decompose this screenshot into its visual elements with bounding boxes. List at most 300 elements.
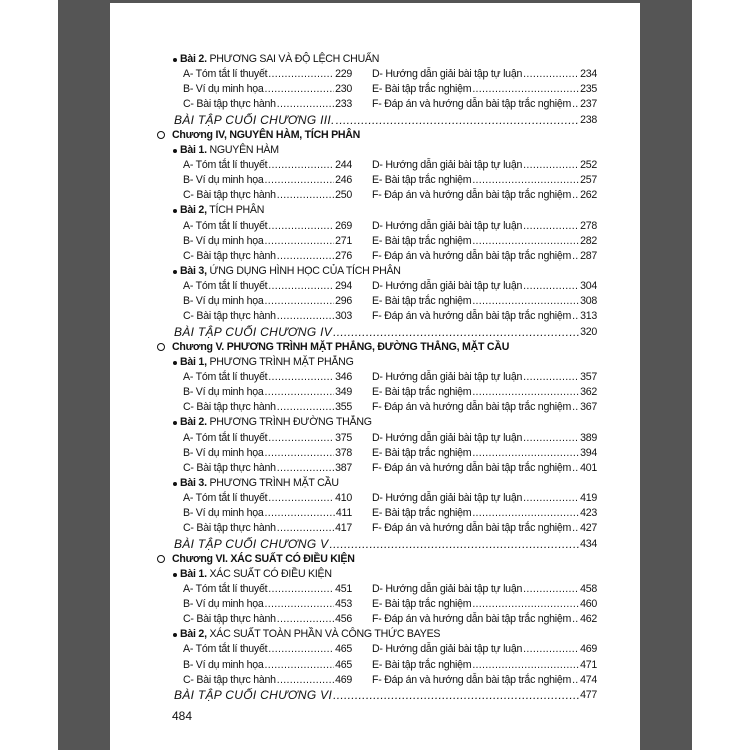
dot-leader xyxy=(572,309,579,324)
toc-entry xyxy=(183,491,352,506)
toc-entry xyxy=(372,158,597,173)
dot-leader xyxy=(268,582,334,597)
dot-leader xyxy=(333,688,579,703)
lesson-heading xyxy=(110,143,640,158)
lesson-title: XÁC SUẤT TOÀN PHẦN VÀ CÔNG THỨC BAYES xyxy=(209,628,441,641)
toc-row xyxy=(110,461,640,476)
toc-row xyxy=(110,506,640,521)
page-number: 484 xyxy=(172,709,193,723)
toc-entry xyxy=(372,400,597,415)
dot-leader xyxy=(265,658,335,673)
dot-leader xyxy=(265,446,335,461)
entry-label: BÀI TẬP CUỐI CHƯƠNG IV xyxy=(174,324,333,339)
toc-entry xyxy=(183,400,352,415)
chapter-exercises-row xyxy=(110,537,640,552)
dot-leader xyxy=(277,400,334,415)
entry-page: 276 xyxy=(335,249,352,262)
entry-label: B- Ví dụ minh họa xyxy=(183,658,264,671)
toc-entry xyxy=(174,113,597,128)
entry-label: B- Ví dụ minh họa xyxy=(183,83,264,96)
toc-row xyxy=(110,642,640,657)
lesson-title: XÁC SUẤT CÓ ĐIỀU KIỆN xyxy=(209,567,332,580)
entry-label: D- Hướng dẫn giải bài tập tự luận xyxy=(372,582,523,595)
lesson-heading xyxy=(110,203,640,218)
entry-label: F- Đáp án và hướng dẫn bài tập trắc nghiệm xyxy=(372,98,572,111)
dot-leader xyxy=(472,446,579,461)
entry-label: E- Bài tập trắc nghiệm xyxy=(372,446,472,459)
bullet-icon xyxy=(173,421,177,425)
toc-entry xyxy=(372,188,597,203)
lesson-prefix: Bài 3. xyxy=(180,476,207,489)
book-page xyxy=(110,3,640,750)
toc-entry xyxy=(372,658,597,673)
entry-page: 434 xyxy=(580,537,597,550)
dot-leader xyxy=(277,461,334,476)
entry-label: F- Đáp án và hướng dẫn bài tập trắc nghiệm xyxy=(372,189,572,202)
entry-page: 423 xyxy=(580,507,597,520)
entry-page: 238 xyxy=(580,113,597,126)
entry-label: BÀI TẬP CUỐI CHƯƠNG VI xyxy=(174,687,333,702)
toc-entry xyxy=(372,219,597,234)
toc-entry xyxy=(372,294,597,309)
entry-label: E- Bài tập trắc nghiệm xyxy=(372,386,472,399)
bullet-icon xyxy=(173,209,177,213)
chapter-exercises-row xyxy=(110,688,640,703)
chapter-heading xyxy=(110,340,640,355)
lesson-heading xyxy=(110,264,640,279)
dot-leader xyxy=(265,385,335,400)
toc-row xyxy=(110,521,640,536)
dot-leader xyxy=(472,597,579,612)
entry-label: F- Đáp án và hướng dẫn bài tập trắc nghiệm xyxy=(372,522,572,535)
dot-leader xyxy=(572,521,579,536)
dot-leader xyxy=(277,612,334,627)
entry-page: 411 xyxy=(335,507,352,520)
toc-row xyxy=(110,658,640,673)
entry-label: D- Hướng dẫn giải bài tập tự luận xyxy=(372,492,523,505)
entry-page: 362 xyxy=(580,386,597,399)
dot-leader xyxy=(277,97,334,112)
chapter-title: Chương IV, NGUYÊN HÀM, TÍCH PHÂN xyxy=(172,128,361,141)
entry-label: A- Tóm tắt lí thuyết xyxy=(183,492,268,505)
lesson-prefix: Bài 1. xyxy=(180,567,207,580)
toc-entry xyxy=(183,385,352,400)
toc-row xyxy=(110,582,640,597)
entry-page: 469 xyxy=(580,643,597,656)
entry-label: F- Đáp án và hướng dẫn bài tập trắc nghiệm xyxy=(372,249,572,262)
bullet-icon xyxy=(173,482,177,486)
toc-row xyxy=(110,491,640,506)
dot-leader xyxy=(265,597,335,612)
entry-page: 357 xyxy=(580,370,597,383)
toc-row xyxy=(110,82,640,97)
entry-page: 462 xyxy=(580,613,597,626)
bullet-icon xyxy=(173,270,177,274)
entry-label: C- Bài tập thực hành xyxy=(183,249,276,262)
dot-leader xyxy=(523,491,579,506)
dot-leader xyxy=(268,370,334,385)
entry-page: 257 xyxy=(580,174,597,187)
toc-row xyxy=(110,97,640,112)
lesson-prefix: Bài 1, xyxy=(180,355,207,368)
entry-page: 246 xyxy=(335,174,352,187)
lesson-heading xyxy=(110,52,640,67)
dot-leader xyxy=(523,67,579,82)
toc-row xyxy=(110,67,640,82)
entry-page: 235 xyxy=(580,83,597,96)
dot-leader xyxy=(523,279,579,294)
entry-page: 367 xyxy=(580,401,597,414)
toc-entry xyxy=(372,309,597,324)
dot-leader xyxy=(572,461,579,476)
entry-label: E- Bài tập trắc nghiệm xyxy=(372,507,472,520)
entry-page: 417 xyxy=(335,522,352,535)
entry-page: 427 xyxy=(580,522,597,535)
entry-page: 346 xyxy=(335,370,352,383)
entry-label: C- Bài tập thực hành xyxy=(183,461,276,474)
entry-label: D- Hướng dẫn giải bài tập tự luận xyxy=(372,643,523,656)
lesson-heading xyxy=(110,415,640,430)
toc-entry xyxy=(372,612,597,627)
bullet-icon xyxy=(173,573,177,577)
toc-entry xyxy=(372,461,597,476)
entry-label: D- Hướng dẫn giải bài tập tự luận xyxy=(372,68,523,81)
toc-entry xyxy=(183,461,352,476)
toc-entry xyxy=(372,173,597,188)
dot-leader xyxy=(523,370,579,385)
entry-page: 451 xyxy=(335,582,352,595)
entry-page: 303 xyxy=(335,310,352,323)
entry-label: B- Ví dụ minh họa xyxy=(183,295,264,308)
entry-page: 469 xyxy=(335,673,352,686)
bullet-icon xyxy=(173,633,177,637)
dot-leader xyxy=(277,673,334,688)
lesson-prefix: Bài 2. xyxy=(180,416,207,429)
dot-leader xyxy=(277,249,334,264)
toc-entry xyxy=(183,188,352,203)
toc-entry xyxy=(372,67,597,82)
toc-entry xyxy=(183,82,352,97)
dot-leader xyxy=(268,158,334,173)
dot-leader xyxy=(523,582,579,597)
dot-leader xyxy=(472,173,579,188)
dot-leader xyxy=(265,173,335,188)
entry-page: 460 xyxy=(580,598,597,611)
lesson-prefix: Bài 2, xyxy=(180,204,207,217)
entry-page: 313 xyxy=(580,310,597,323)
entry-page: 419 xyxy=(580,492,597,505)
dot-leader xyxy=(472,385,579,400)
entry-label: C- Bài tập thực hành xyxy=(183,401,276,414)
toc-entry xyxy=(372,82,597,97)
entry-label: F- Đáp án và hướng dẫn bài tập trắc nghiệm xyxy=(372,401,572,414)
toc-entry xyxy=(174,325,597,340)
entry-page: 474 xyxy=(580,673,597,686)
entry-label: A- Tóm tắt lí thuyết xyxy=(183,643,268,656)
dot-leader xyxy=(572,97,579,112)
toc-entry xyxy=(372,597,597,612)
entry-label: F- Đáp án và hướng dẫn bài tập trắc nghiệm xyxy=(372,673,572,686)
dot-leader xyxy=(523,219,579,234)
toc-row xyxy=(110,219,640,234)
toc-entry xyxy=(372,446,597,461)
bullet-icon xyxy=(173,149,177,153)
dot-leader xyxy=(472,82,579,97)
entry-label: F- Đáp án và hướng dẫn bài tập trắc nghiệm xyxy=(372,310,572,323)
entry-label: E- Bài tập trắc nghiệm xyxy=(372,658,472,671)
entry-label: A- Tóm tắt lí thuyết xyxy=(183,370,268,383)
entry-page: 262 xyxy=(580,189,597,202)
toc-row xyxy=(110,446,640,461)
entry-label: A- Tóm tắt lí thuyết xyxy=(183,68,268,81)
entry-label: B- Ví dụ minh họa xyxy=(183,234,264,247)
lesson-title: TÍCH PHÂN xyxy=(209,204,265,217)
entry-page: 282 xyxy=(580,234,597,247)
toc-row xyxy=(110,173,640,188)
dot-leader xyxy=(329,537,579,552)
entry-page: 294 xyxy=(335,280,352,293)
toc-entry xyxy=(372,521,597,536)
dot-leader xyxy=(336,113,579,128)
toc-entry xyxy=(372,279,597,294)
chapter-title: Chương V. PHƯƠNG TRÌNH MẶT PHẲNG, ĐƯỜNG THẲNG, MẶT CẦU xyxy=(172,340,510,353)
lesson-heading xyxy=(110,476,640,491)
dot-leader xyxy=(333,325,579,340)
toc-entry xyxy=(183,597,352,612)
entry-page: 233 xyxy=(335,98,352,111)
toc-entry xyxy=(183,158,352,173)
toc-entry xyxy=(183,582,352,597)
toc-entry xyxy=(183,234,352,249)
toc-entry xyxy=(183,506,352,521)
dot-leader xyxy=(277,309,334,324)
entry-page: 389 xyxy=(580,431,597,444)
toc-entry xyxy=(372,370,597,385)
chapter-title: Chương VI. XÁC SUẤT CÓ ĐIỀU KIỆN xyxy=(172,552,355,565)
dot-leader xyxy=(268,642,334,657)
toc-entry xyxy=(183,673,352,688)
lesson-prefix: Bài 1. xyxy=(180,143,207,156)
toc-entry xyxy=(183,642,352,657)
toc-entry xyxy=(183,446,352,461)
entry-page: 278 xyxy=(580,219,597,232)
dot-leader xyxy=(572,188,579,203)
entry-page: 308 xyxy=(580,295,597,308)
toc-entry xyxy=(183,219,352,234)
lesson-title: PHƯƠNG TRÌNH MẶT CẦU xyxy=(209,476,339,489)
entry-label: B- Ví dụ minh họa xyxy=(183,386,264,399)
toc-row xyxy=(110,385,640,400)
dot-leader xyxy=(472,506,579,521)
dot-leader xyxy=(265,82,335,97)
toc-entry xyxy=(372,673,597,688)
toc-entry xyxy=(183,173,352,188)
toc-row xyxy=(110,234,640,249)
entry-page: 401 xyxy=(580,461,597,474)
dot-leader xyxy=(265,294,335,309)
entry-label: E- Bài tập trắc nghiệm xyxy=(372,598,472,611)
toc-row xyxy=(110,158,640,173)
toc-entry xyxy=(372,506,597,521)
dot-leader xyxy=(277,188,334,203)
entry-page: 250 xyxy=(335,189,352,202)
entry-label: B- Ví dụ minh họa xyxy=(183,598,264,611)
circle-bullet-icon xyxy=(157,555,165,563)
entry-label: E- Bài tập trắc nghiệm xyxy=(372,234,472,247)
entry-page: 271 xyxy=(335,234,352,247)
dot-leader xyxy=(277,521,334,536)
circle-bullet-icon xyxy=(157,343,165,351)
toc-row xyxy=(110,279,640,294)
lesson-prefix: Bài 2, xyxy=(180,628,207,641)
toc-row xyxy=(110,673,640,688)
toc-entry xyxy=(183,279,352,294)
dot-leader xyxy=(572,673,579,688)
toc-row xyxy=(110,309,640,324)
dot-leader xyxy=(523,431,579,446)
toc-entry xyxy=(372,97,597,112)
entry-label: BÀI TẬP CUỐI CHƯƠNG III. xyxy=(174,112,335,127)
dot-leader xyxy=(268,219,334,234)
entry-page: 378 xyxy=(335,446,352,459)
toc-entry xyxy=(183,431,352,446)
toc-entry xyxy=(183,658,352,673)
entry-label: C- Bài tập thực hành xyxy=(183,98,276,111)
entry-label: C- Bài tập thực hành xyxy=(183,673,276,686)
entry-label: D- Hướng dẫn giải bài tập tự luận xyxy=(372,431,523,444)
entry-page: 477 xyxy=(580,688,597,701)
entry-page: 269 xyxy=(335,219,352,232)
entry-page: 456 xyxy=(335,613,352,626)
chapter-heading xyxy=(110,128,640,143)
toc-row xyxy=(110,612,640,627)
lesson-title: NGUYÊN HÀM xyxy=(209,143,279,156)
entry-page: 237 xyxy=(580,98,597,111)
entry-label: A- Tóm tắt lí thuyết xyxy=(183,280,268,293)
lesson-title: PHƯƠNG SAI VÀ ĐỘ LỆCH CHUẨN xyxy=(209,53,380,65)
entry-page: 287 xyxy=(580,249,597,262)
entry-page: 375 xyxy=(335,431,352,444)
lesson-heading xyxy=(110,627,640,642)
entry-label: E- Bài tập trắc nghiệm xyxy=(372,295,472,308)
entry-label: D- Hướng dẫn giải bài tập tự luận xyxy=(372,370,523,383)
toc-row xyxy=(110,400,640,415)
entry-page: 458 xyxy=(580,582,597,595)
dot-leader xyxy=(268,431,334,446)
toc-entry xyxy=(372,385,597,400)
entry-page: 465 xyxy=(335,658,352,671)
dot-leader xyxy=(572,400,579,415)
toc-row xyxy=(110,188,640,203)
entry-page: 244 xyxy=(335,158,352,171)
toc-entry xyxy=(183,97,352,112)
chapter-exercises-row xyxy=(110,113,640,128)
entry-label: A- Tóm tắt lí thuyết xyxy=(183,431,268,444)
dot-leader xyxy=(265,234,335,249)
circle-bullet-icon xyxy=(157,131,165,139)
lesson-prefix: Bài 3, xyxy=(180,264,207,277)
entry-label: C- Bài tập thực hành xyxy=(183,522,276,535)
lesson-prefix: Bài 2. xyxy=(180,53,207,65)
chapter-exercises-row xyxy=(110,325,640,340)
toc-entry xyxy=(372,431,597,446)
chapter-heading xyxy=(110,552,640,567)
toc-row xyxy=(110,370,640,385)
entry-label: A- Tóm tắt lí thuyết xyxy=(183,158,268,171)
toc-row xyxy=(110,431,640,446)
toc-entry xyxy=(183,370,352,385)
entry-label: F- Đáp án và hướng dẫn bài tập trắc nghiệm xyxy=(372,613,572,626)
dot-leader xyxy=(472,234,579,249)
toc-entry xyxy=(183,249,352,264)
dot-leader xyxy=(265,506,335,521)
entry-label: B- Ví dụ minh họa xyxy=(183,174,264,187)
lesson-title: ỨNG DỤNG HÌNH HỌC CỦA TÍCH PHÂN xyxy=(209,264,401,277)
entry-label: D- Hướng dẫn giải bài tập tự luận xyxy=(372,158,523,171)
entry-page: 230 xyxy=(335,83,352,96)
dot-leader xyxy=(268,491,334,506)
entry-page: 229 xyxy=(335,68,352,81)
entry-page: 296 xyxy=(335,295,352,308)
lesson-heading xyxy=(110,355,640,370)
entry-label: A- Tóm tắt lí thuyết xyxy=(183,582,268,595)
entry-page: 471 xyxy=(580,658,597,671)
entry-page: 394 xyxy=(580,446,597,459)
entry-page: 453 xyxy=(335,598,352,611)
toc-entry xyxy=(372,234,597,249)
toc-entry xyxy=(372,642,597,657)
bullet-icon xyxy=(173,58,177,62)
toc-entry xyxy=(174,537,597,552)
toc-entry xyxy=(183,521,352,536)
entry-page: 349 xyxy=(335,386,352,399)
toc-row xyxy=(110,249,640,264)
toc-entry xyxy=(372,249,597,264)
dot-leader xyxy=(268,279,334,294)
dot-leader xyxy=(472,658,579,673)
entry-page: 355 xyxy=(335,401,352,414)
entry-page: 410 xyxy=(335,492,352,505)
dot-leader xyxy=(523,158,579,173)
entry-page: 304 xyxy=(580,280,597,293)
lesson-heading xyxy=(110,567,640,582)
toc-entry xyxy=(183,294,352,309)
entry-page: 465 xyxy=(335,643,352,656)
entry-page: 252 xyxy=(580,158,597,171)
entry-label: F- Đáp án và hướng dẫn bài tập trắc nghiệm xyxy=(372,461,572,474)
dot-leader xyxy=(572,612,579,627)
entry-page: 234 xyxy=(580,68,597,81)
toc-row xyxy=(110,294,640,309)
entry-page: 320 xyxy=(580,325,597,338)
entry-label: D- Hướng dẫn giải bài tập tự luận xyxy=(372,280,523,293)
entry-label: D- Hướng dẫn giải bài tập tự luận xyxy=(372,219,523,232)
toc-entry xyxy=(183,67,352,82)
toc-entry xyxy=(372,582,597,597)
entry-label: C- Bài tập thực hành xyxy=(183,310,276,323)
entry-label: E- Bài tập trắc nghiệm xyxy=(372,174,472,187)
toc-entry xyxy=(183,309,352,324)
entry-page: 387 xyxy=(335,461,352,474)
toc-entry xyxy=(174,688,597,703)
entry-label: E- Bài tập trắc nghiệm xyxy=(372,83,472,96)
bullet-icon xyxy=(173,361,177,365)
entry-label: BÀI TẬP CUỐI CHƯƠNG V xyxy=(174,536,329,551)
dot-leader xyxy=(472,294,579,309)
toc-row xyxy=(110,597,640,612)
entry-label: C- Bài tập thực hành xyxy=(183,189,276,202)
entry-label: B- Ví dụ minh họa xyxy=(183,507,264,520)
